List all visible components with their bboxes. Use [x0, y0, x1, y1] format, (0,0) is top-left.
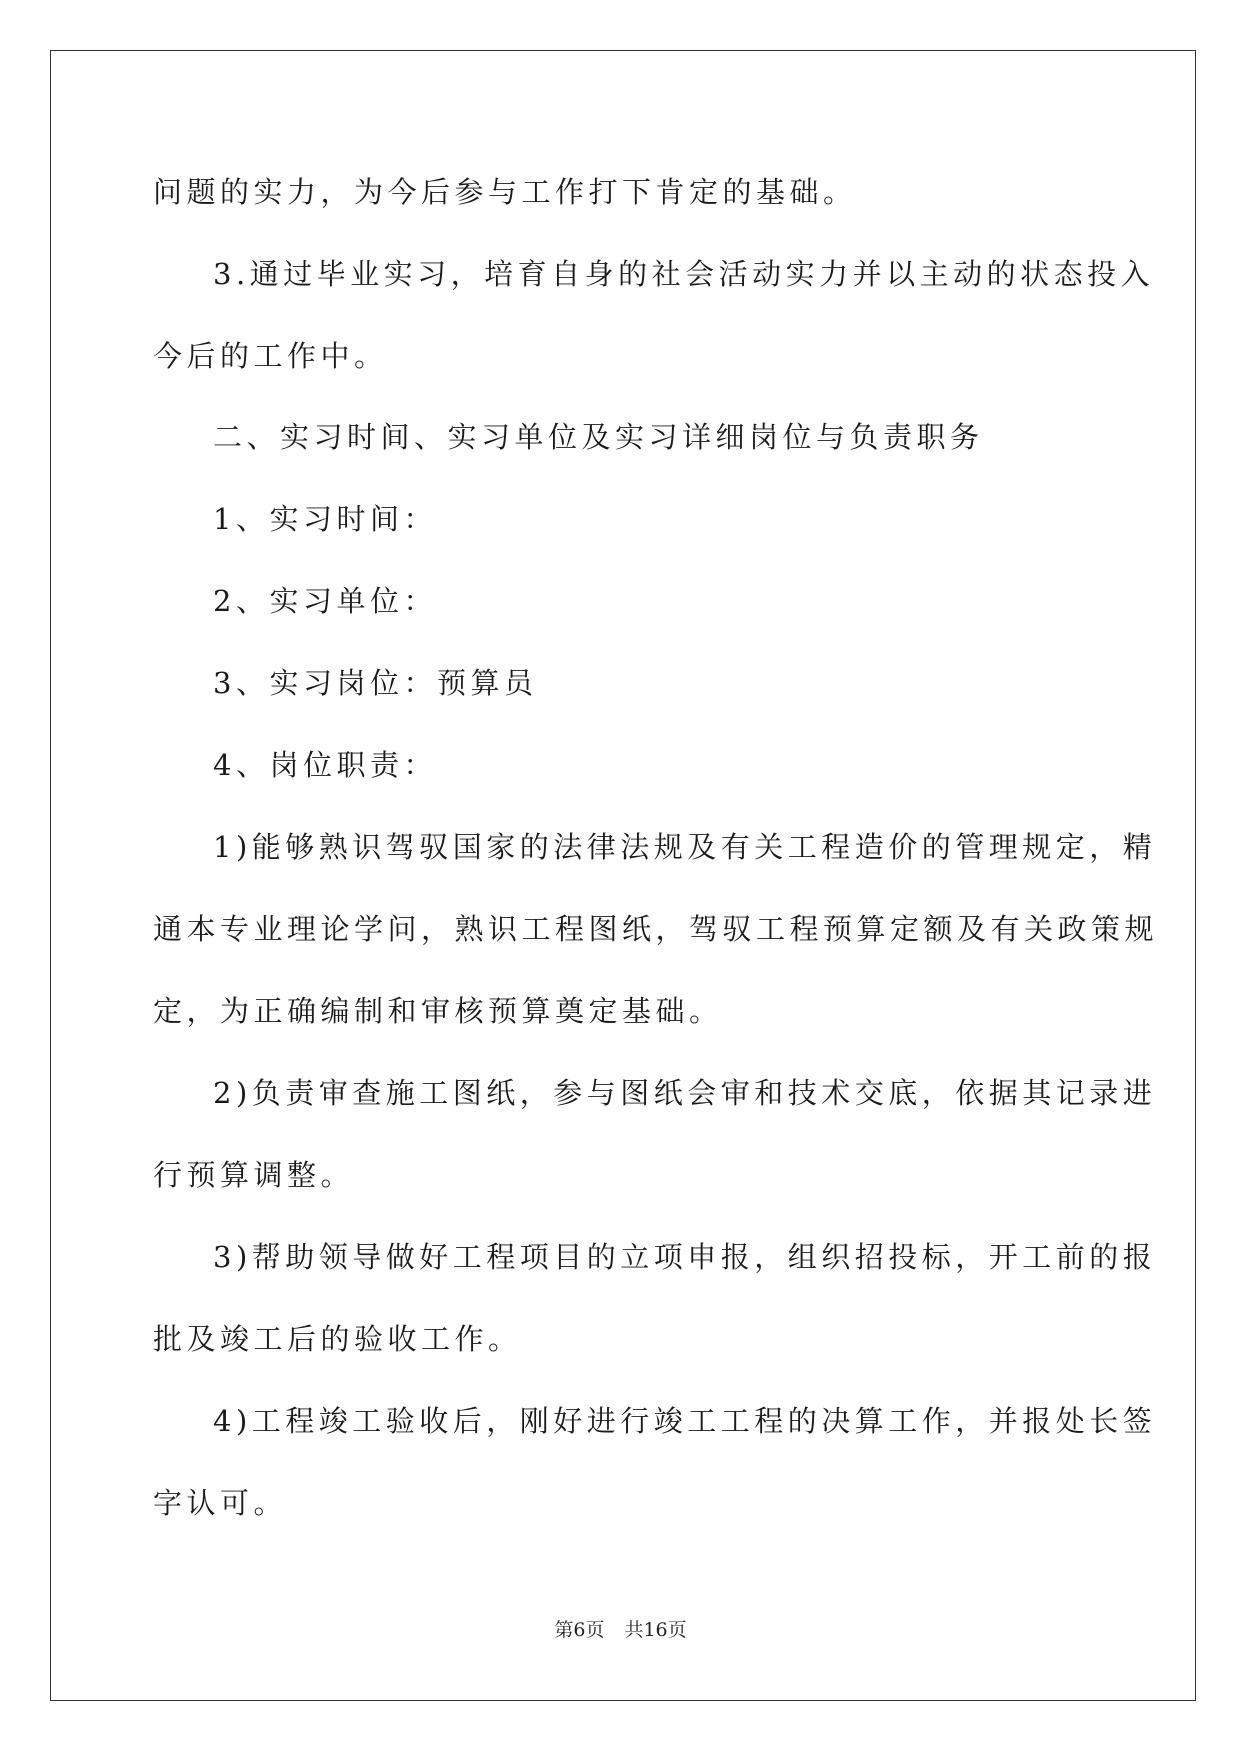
body-text-line: 行预算调整。 [153, 1158, 355, 1192]
body-text-line: 1、实习时间： [213, 502, 437, 536]
body-text-line: 2)负责审查施工图纸，参与图纸会审和技术交底，依据其记录进 [213, 1076, 1157, 1110]
body-text-line: 2、实习单位： [213, 584, 437, 618]
page-number: 第6页 [554, 1619, 605, 1641]
body-text-line: 4)工程竣工验收后，刚好进行竣工工程的决算工作，并报处长签 [213, 1404, 1157, 1438]
body-text-line: 问题的实力，为今后参与工作打下肯定的基础。 [153, 175, 857, 209]
body-text-line: 3)帮助领导做好工程项目的立项申报，组织招投标，开工前的报 [213, 1240, 1157, 1274]
body-text-line: 4、岗位职责： [213, 748, 437, 782]
page-border [50, 50, 1196, 1701]
body-text-line: 1)能够熟识驾驭国家的法律法规及有关工程造价的管理规定，精 [213, 830, 1157, 864]
body-text-line: 3、实习岗位：预算员 [213, 666, 538, 700]
body-text-line: 批及竣工后的验收工作。 [153, 1322, 522, 1356]
body-text-line: 今后的工作中。 [153, 339, 388, 373]
section-heading: 二、实习时间、实习单位及实习详细岗位与负责职务 [213, 420, 984, 454]
body-text-line: 通本专业理论学问，熟识工程图纸，驾驭工程预算定额及有关政策规 [153, 912, 1159, 946]
page-footer [0, 1618, 1241, 1642]
page-total: 共16页 [624, 1619, 687, 1641]
body-text-line: 定，为正确编制和审核预算奠定基础。 [153, 994, 723, 1028]
body-text-line: 3.通过毕业实习，培育自身的社会活动实力并以主动的状态投入 [213, 257, 1155, 291]
body-text-line: 字认可。 [153, 1486, 288, 1520]
